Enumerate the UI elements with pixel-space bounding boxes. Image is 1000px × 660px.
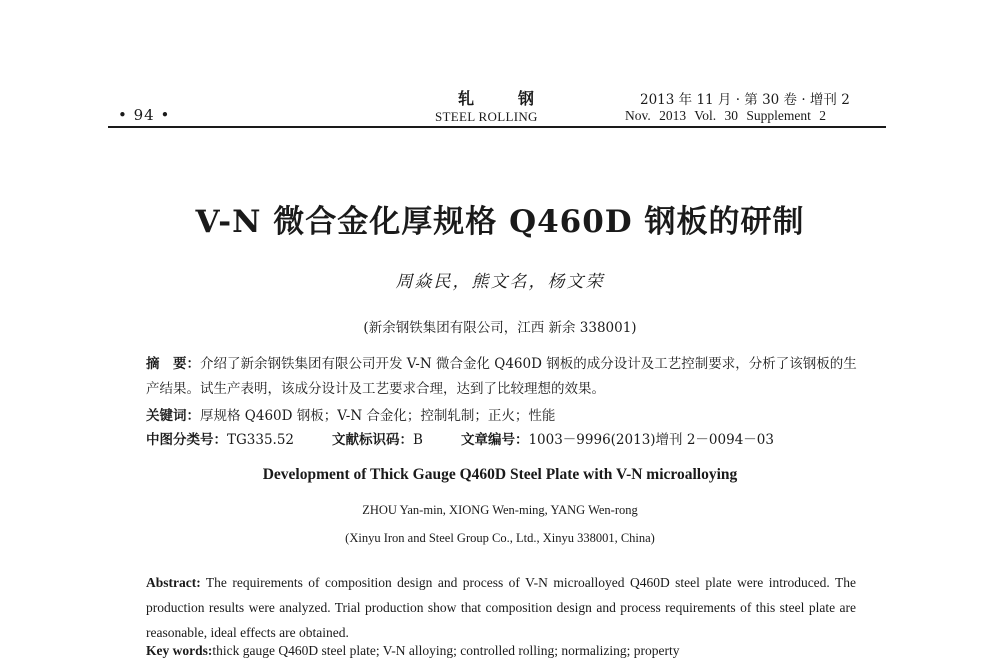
abstract-label-en: Abstract:	[146, 575, 201, 590]
journal-name-en: STEEL ROLLING	[435, 109, 538, 124]
authors-en: ZHOU Yan-min, XIONG Wen-ming, YANG Wen-rong	[362, 503, 638, 517]
class-label: 中图分类号：	[146, 432, 227, 448]
header-rule	[108, 126, 886, 128]
article-title-cn: V-N 微合金化厚规格 Q460D 钢板的研制	[195, 204, 805, 240]
issue-info-en: Nov. 2013 Vol. 30 Supplement 2	[625, 108, 827, 123]
article-no-label: 文章编号：	[460, 432, 529, 448]
keywords-cn	[146, 404, 555, 424]
abstract-en	[146, 570, 856, 645]
keywords-label-cn: 关键词：	[146, 408, 200, 424]
affiliation-en: (Xinyu Iron and Steel Group Co., Ltd., Xinyu 338001, China)	[345, 531, 655, 545]
page-number: • 94 •	[118, 106, 171, 124]
abstract-text-cn: 介绍了新余钢铁集团有限公司开发 V-N 微合金化 Q460D 钢板的成分设计及工艺控制要求，分析了该钢板的生产结果。试生产表明，该成分设计及工艺要求合理，达到了比较理想的效果。	[146, 356, 857, 397]
keywords-text-en: thick gauge Q460D steel plate; V-N alloying; controlled rolling; normalizing; property	[212, 643, 680, 658]
journal-name-cn: 轧钢	[458, 89, 579, 108]
article-no-value: 1003－9996(2013)增刊 2－0094－03	[528, 432, 774, 448]
keywords-label-en: Key words:	[146, 643, 213, 658]
keywords-en	[146, 643, 680, 659]
authors-cn: 周焱民，熊文名，杨文荣	[395, 272, 605, 292]
class-value: TG335.52	[227, 432, 295, 448]
affiliation-cn: (新余钢铁集团有限公司，江西 新余 338001)	[363, 320, 637, 336]
article-title-en: Development of Thick Gauge Q460D Steel Plate with V-N microalloying	[262, 466, 738, 483]
doc-code-label: 文献标识码：	[332, 432, 414, 448]
abstract-text-en: The requirements of composition design and process of V-N microalloyed Q460D steel plate were introduced. The production results were analyzed. Trial production show that composition design and process requirements of this steel plate are reasonable, ideal effects are obtained.	[146, 575, 856, 640]
issue-info-cn: 2013 年 11 月 · 第 30 卷 · 增刊 2	[640, 92, 850, 108]
abstract-label-cn: 摘 要：	[146, 356, 200, 372]
doc-code-value: B	[413, 432, 423, 448]
keywords-text-cn: 厚规格 Q460D 钢板；V-N 合金化；控制轧制；正火；性能	[200, 408, 556, 424]
classification-row	[146, 428, 774, 448]
abstract-cn	[146, 352, 866, 402]
